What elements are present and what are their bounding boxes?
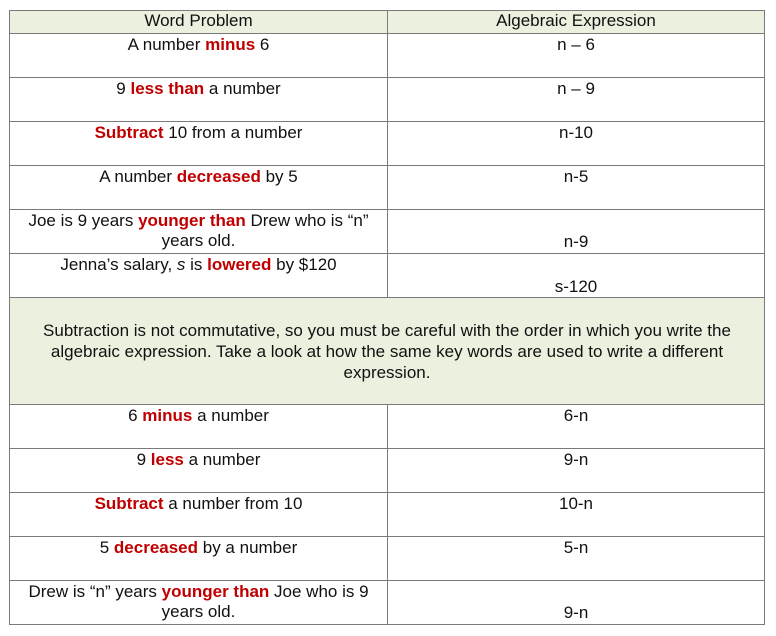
keyword: less than (130, 79, 205, 98)
expression-cell: n – 9 (388, 78, 765, 122)
keyword: lowered (207, 255, 272, 274)
table-row (10, 210, 765, 254)
table-row (10, 254, 765, 298)
keyword: Subtract (94, 494, 164, 513)
expression-cell: n-5 (388, 166, 765, 210)
word-problem-table (9, 10, 765, 625)
word-problem-cell: 6 minus a number (10, 405, 388, 449)
keyword: younger than (161, 582, 270, 601)
table-row (10, 34, 765, 78)
keyword: decreased (113, 538, 199, 557)
keyword: minus (205, 35, 256, 54)
word-problem-cell: Subtract a number from 10 (10, 493, 388, 537)
word-problem-cell: Joe is 9 years younger than Drew who is “n” years old. (10, 210, 388, 254)
table-row (10, 166, 765, 210)
expression-cell: 10-n (388, 493, 765, 537)
table-row (10, 405, 765, 449)
expression-cell: 6-n (388, 405, 765, 449)
table-row (10, 449, 765, 493)
word-problem-cell: 9 less than a number (10, 78, 388, 122)
keyword: decreased (176, 167, 261, 186)
table-row (10, 78, 765, 122)
keyword: Subtract (94, 123, 164, 142)
word-problem-cell: Subtract 10 from a number (10, 122, 388, 166)
expression-cell: 9-n (388, 581, 765, 625)
keyword: younger than (138, 211, 246, 230)
table-row (10, 493, 765, 537)
word-problem-cell: Jenna’s salary, s is lowered by $120 (10, 254, 388, 298)
keyword: less (150, 450, 184, 469)
expression-cell: n-10 (388, 122, 765, 166)
word-problem-cell: A number decreased by 5 (10, 166, 388, 210)
table-row (10, 122, 765, 166)
header-row (10, 11, 765, 34)
table-row (10, 537, 765, 581)
word-problem-cell: 9 less a number (10, 449, 388, 493)
header-algebraic-expression: Algebraic Expression (388, 11, 765, 34)
commutative-note: Subtraction is not commutative, so you must be careful with the order in which you write the algebraic expression. Take a look at how the same key words are used to write a different expression. (10, 298, 765, 405)
expression-cell: n-9 (388, 210, 765, 254)
expression-cell: n – 6 (388, 34, 765, 78)
word-problem-cell: A number minus 6 (10, 34, 388, 78)
variable: s (176, 255, 186, 274)
word-problem-cell: Drew is “n” years younger than Joe who is 9 years old. (10, 581, 388, 625)
keyword: minus (142, 406, 193, 425)
expression-cell: 5-n (388, 537, 765, 581)
note-row (10, 298, 765, 405)
expression-cell: s-120 (388, 254, 765, 298)
table-row (10, 581, 765, 625)
expression-cell: 9-n (388, 449, 765, 493)
header-word-problem: Word Problem (10, 11, 388, 34)
word-problem-cell: 5 decreased by a number (10, 537, 388, 581)
